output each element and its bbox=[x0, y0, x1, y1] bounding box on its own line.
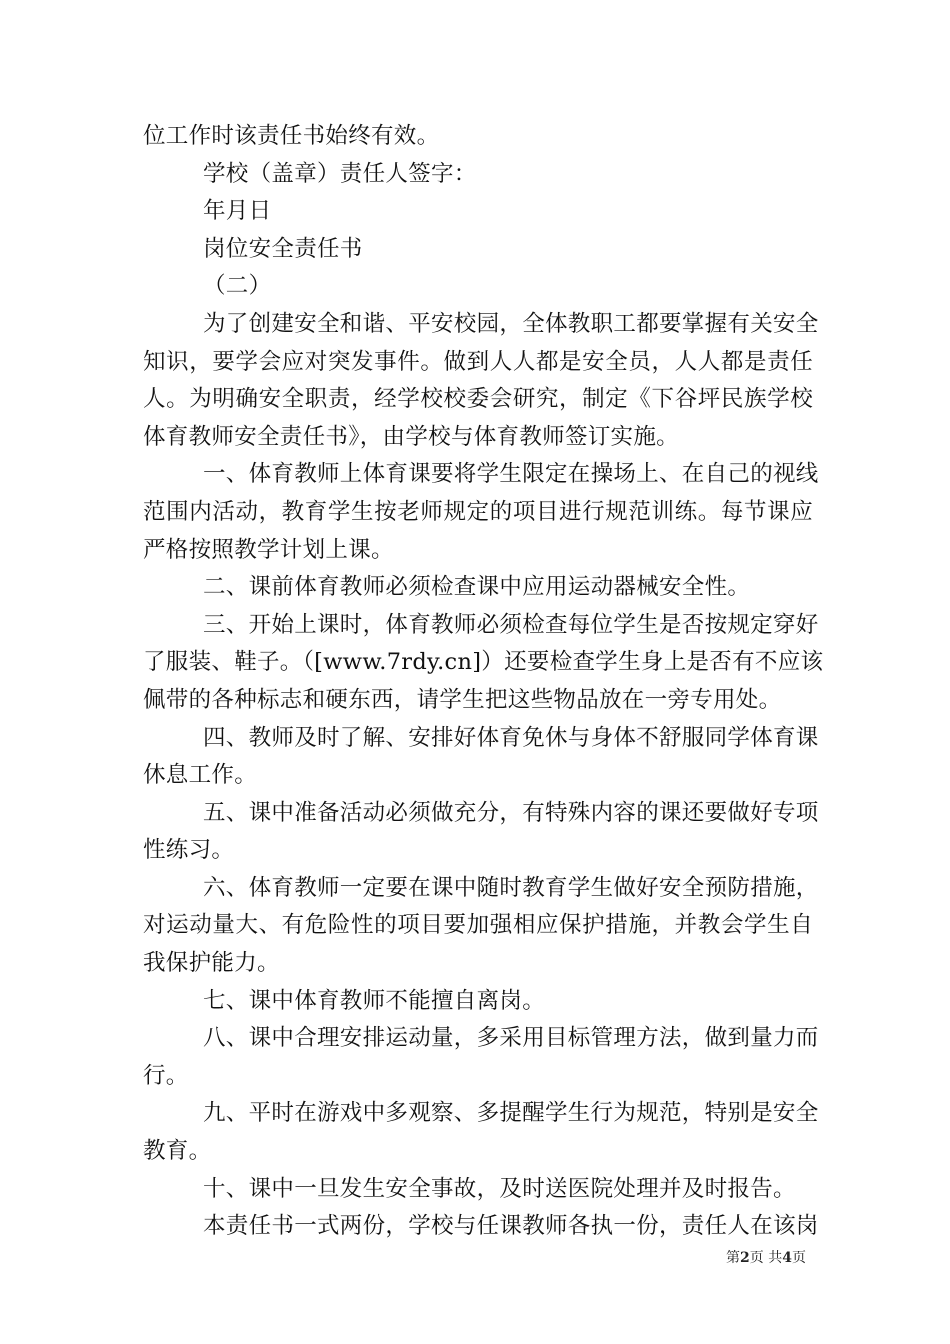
total-page-count: 4 bbox=[782, 1250, 792, 1266]
text-line: 年月日 bbox=[203, 198, 272, 225]
text-line: 我保护能力。 bbox=[143, 950, 280, 977]
text-line: 对运动量大、有危险性的项目要加强相应保护措施，并教会学生自 bbox=[143, 912, 813, 939]
text-line: 三、开始上课时，体育教师必须检查每位学生是否按规定穿好 bbox=[203, 611, 819, 638]
footer-middle: 页 共 bbox=[749, 1250, 783, 1266]
text-line: 行。 bbox=[143, 1062, 189, 1089]
text-line: 性练习。 bbox=[143, 837, 235, 864]
current-page-number: 2 bbox=[740, 1250, 750, 1266]
text-line: 范围内活动，教育学生按老师规定的项目进行规范训练。每节课应 bbox=[143, 498, 813, 525]
text-line: 五、课中准备活动必须做充分，有特殊内容的课还要做好专项 bbox=[203, 799, 819, 826]
text-line: 十、课中一旦发生安全事故，及时送医院处理并及时报告。 bbox=[203, 1175, 796, 1202]
text-line: 教育。 bbox=[143, 1138, 212, 1165]
text-line: 休息工作。 bbox=[143, 762, 258, 789]
text-line: 佩带的各种标志和硬东西，请学生把这些物品放在一旁专用处。 bbox=[143, 686, 782, 713]
text-line: 六、体育教师一定要在课中随时教育学生做好安全预防措施， bbox=[203, 874, 819, 901]
document-body bbox=[143, 118, 824, 1246]
text-line: 了服装、鞋子。（[www.7rdy.cn]）还要检查学生身上是否有不应该 bbox=[143, 649, 824, 676]
text-line: 本责任书一式两份，学校与任课教师各执一份，责任人在该岗 bbox=[203, 1213, 819, 1240]
section-number: （二） bbox=[203, 273, 272, 300]
text-line: 二、课前体育教师必须检查课中应用运动器械安全性。 bbox=[203, 574, 751, 601]
text-line: 九、平时在游戏中多观察、多提醒学生行为规范，特别是安全 bbox=[203, 1100, 819, 1127]
page-footer bbox=[726, 1247, 806, 1267]
text-line: 位工作时该责任书始终有效。 bbox=[143, 123, 440, 149]
text-line: 严格按照教学计划上课。 bbox=[143, 536, 394, 563]
text-line: 为了创建安全和谐、平安校园，全体教职工都要掌握有关安全 bbox=[203, 310, 819, 337]
text-line: 学校（盖章）责任人签字： bbox=[203, 160, 477, 187]
text-line: 七、课中体育教师不能擅自离岗。 bbox=[203, 987, 546, 1014]
text-line: 八、课中合理安排运动量，多采用目标管理方法，做到量力而 bbox=[203, 1025, 819, 1052]
footer-prefix: 第 bbox=[726, 1250, 741, 1266]
text-line: 人。为明确安全职责，经学校校委会研究，制定《下谷坪民族学校 bbox=[143, 386, 813, 413]
section-title: 岗位安全责任书 bbox=[203, 235, 363, 262]
text-line: 知识，要学会应对突发事件。做到人人都是安全员，人人都是责任 bbox=[143, 348, 813, 375]
footer-suffix: 页 bbox=[792, 1250, 806, 1266]
text-line: 一、体育教师上体育课要将学生限定在操场上、在自己的视线 bbox=[203, 461, 819, 488]
text-line: 四、教师及时了解、安排好体育免休与身体不舒服同学体育课 bbox=[203, 724, 819, 751]
text-line: 体育教师安全责任书》，由学校与体育教师签订实施。 bbox=[143, 423, 679, 450]
